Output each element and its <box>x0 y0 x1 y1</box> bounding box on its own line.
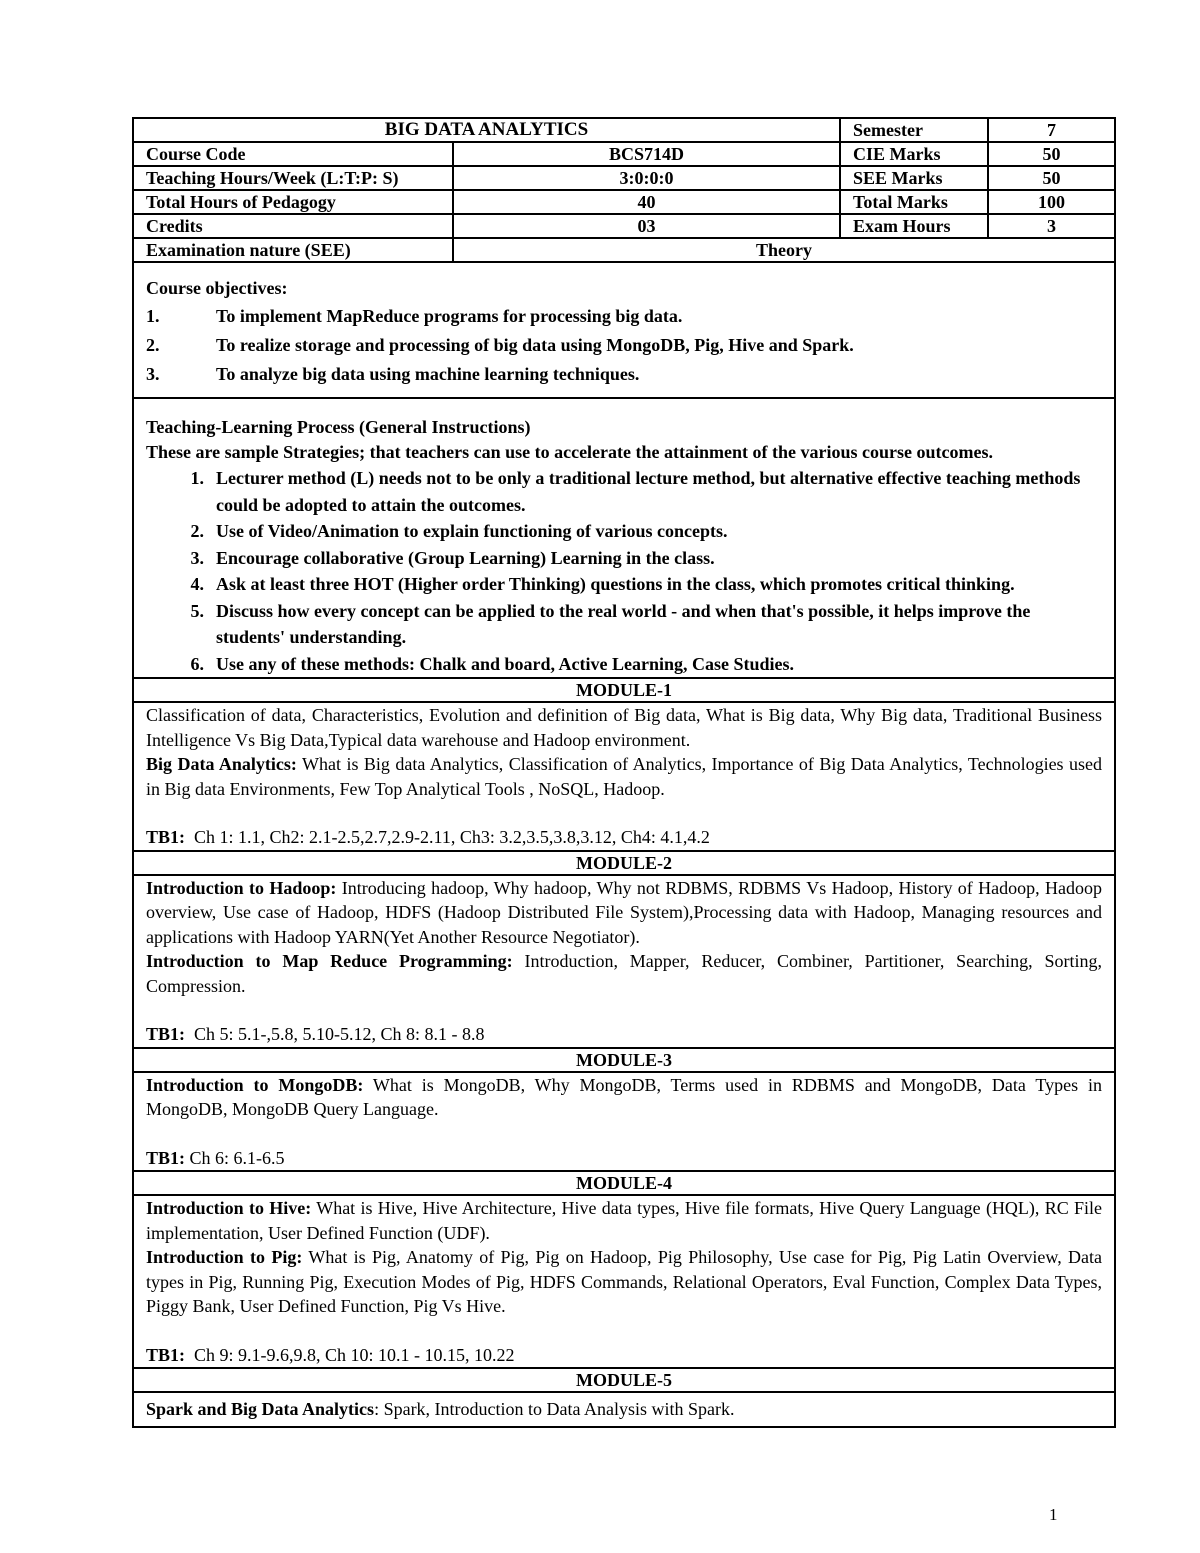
item-text: Ask at least three HOT (Higher order Thinking) questions in the class, which promotes critical thinking. <box>216 574 1015 594</box>
module-5-heading: MODULE-5 <box>133 1368 1115 1392</box>
module-3-content <box>133 1072 1115 1172</box>
module-4-content <box>133 1195 1115 1368</box>
module-1-content <box>133 702 1115 851</box>
objective-item <box>146 302 1102 331</box>
item-text: Use of Video/Animation to explain functioning of various concepts. <box>216 521 728 541</box>
list-item <box>146 651 1102 678</box>
module-3-para-1-lead: Introduction to MongoDB: <box>146 1074 364 1095</box>
item-number: 2. <box>190 521 204 541</box>
module-2-content <box>133 875 1115 1048</box>
list-item <box>146 598 1102 651</box>
module-5-para-1 <box>146 1397 1102 1422</box>
total-hours-label: Total Hours of Pedagogy <box>133 190 453 214</box>
module-5-para-1-lead: Spark and Big Data Analytics <box>146 1399 375 1419</box>
exam-hours-label: Exam Hours <box>840 214 988 238</box>
exam-nature-row <box>133 238 1115 262</box>
module-1-para-2 <box>146 752 1102 801</box>
hours-week-label: Teaching Hours/Week (L:T:P: S) <box>133 166 453 190</box>
module-3-reference-text: Ch 6: 6.1-6.5 <box>185 1147 285 1168</box>
credits-value: 03 <box>453 214 840 238</box>
module-2-para-1-text: Introducing hadoop, Why hadoop, Why not RDBMS, RDBMS Vs Hadoop, History of Hadoop, Hadoop overview, Use case of Hadoop, HDFS (Hadoop Distributed File System),Processing data with Hadoop, Managing resources and applications with Hadoop YARN(Yet Another Resource Negotiator). <box>146 877 1103 947</box>
teaching-list <box>146 465 1102 677</box>
objective-number: 2. <box>146 335 160 355</box>
module-4-row <box>133 1195 1115 1368</box>
module-2-para-2-text: Introduction, Mapper, Reducer, Combiner, Partitioner, Searching, Sorting, Compression. <box>146 951 1102 996</box>
module-2-reference-label: TB1: <box>146 1024 186 1044</box>
objectives-row <box>133 262 1115 398</box>
total-marks-label: Total Marks <box>840 190 988 214</box>
semester-value: 7 <box>988 118 1115 142</box>
module-1-reference-text: Ch 1: 1.1, Ch2: 2.1-2.5,2.7,2.9-2.11, Ch3: 3.2,3.5,3.8,3.12, Ch4: 4.1,4.2 <box>185 827 710 847</box>
total-hours-row <box>133 190 1115 214</box>
module-4-para-1-text: What is Hive, Hive Architecture, Hive data types, Hive file formats, Hive Query Language (HQL), RC File implementation, User Defined Function (UDF). <box>146 1198 1103 1243</box>
module-4-para-1-lead: Introduction to Hive: <box>146 1198 312 1218</box>
module-1-para-2-text: What is Big data Analytics, Classification of Analytics, Importance of Big Data Analytics, Technologies used in Big data Environments, Few Top Analytical Tools , NoSQL, Hadoop. <box>146 754 1102 799</box>
module-1-reference <box>146 825 1102 850</box>
item-number: 4. <box>190 574 204 594</box>
module-4-heading-row <box>133 1171 1115 1195</box>
module-2-para-2-lead: Introduction to Map Reduce Programming: <box>146 951 513 971</box>
cie-label: CIE Marks <box>840 142 988 166</box>
objective-number: 3. <box>146 364 160 384</box>
objective-item <box>146 360 1102 389</box>
objective-number: 1. <box>146 306 160 326</box>
module-2-reference-text: Ch 5: 5.1-,5.8, 5.10-5.12, Ch 8: 8.1 - 8.8 <box>185 1024 485 1044</box>
total-hours-value: 40 <box>453 190 840 214</box>
course-code-label: Course Code <box>133 142 453 166</box>
module-2-row <box>133 875 1115 1048</box>
module-4-reference <box>146 1343 1102 1368</box>
see-label: SEE Marks <box>840 166 988 190</box>
module-3-heading: MODULE-3 <box>133 1048 1115 1072</box>
module-5-heading-row <box>133 1368 1115 1392</box>
course-code-row <box>133 142 1115 166</box>
item-text: Lecturer method (L) needs not to be only a traditional lecture method, but alternative effective teaching methods could be adopted to attain the outcomes. <box>216 468 1081 515</box>
module-4-para-2-lead: Introduction to Pig: <box>146 1247 303 1267</box>
course-objectives <box>133 262 1115 398</box>
teaching-row <box>133 398 1115 678</box>
see-value: 50 <box>988 166 1115 190</box>
module-4-para-2-text: What is Pig, Anatomy of Pig, Pig on Hadoop, Pig Philosophy, Use case for Pig, Pig Latin Overview, Data types in Pig, Running Pig, Execution Modes of Pig, HDFS Commands, Relational Operators, Eval Function, Complex Data Types, Piggy Bank, User Defined Function, Pig Vs Hive. <box>146 1247 1103 1316</box>
module-4-para-2 <box>146 1245 1102 1319</box>
module-2-para-1 <box>146 876 1102 950</box>
list-item <box>146 465 1102 518</box>
course-code-value: BCS714D <box>453 142 840 166</box>
item-text: Encourage collaborative (Group Learning) Learning in the class. <box>216 547 715 568</box>
title-row <box>133 118 1115 142</box>
exam-nature-label: Examination nature (SEE) <box>133 238 453 262</box>
module-3-para-1-text: What is MongoDB, Why MongoDB, Terms used in RDBMS and MongoDB, Data Types in MongoDB, MongoDB Query Language. <box>146 1074 1102 1119</box>
hours-week-value: 3:0:0:0 <box>453 166 840 190</box>
exam-nature-value: Theory <box>453 238 1115 262</box>
module-3-row <box>133 1072 1115 1172</box>
teaching-heading: Teaching-Learning Process (General Instructions) <box>146 417 531 437</box>
module-5-content <box>133 1392 1115 1427</box>
module-1-para-1: Classification of data, Characteristics, Evolution and definition of Big data, What is Big data, Why Big data, Traditional Business Intelligence Vs Big Data,Typical data warehouse and Hadoop environment. <box>146 705 1102 750</box>
list-item <box>146 545 1102 572</box>
list-item <box>146 571 1102 598</box>
semester-label: Semester <box>840 118 988 142</box>
objective-text: To realize storage and processing of big data using MongoDB, Pig, Hive and Spark. <box>216 335 854 355</box>
objective-item <box>146 331 1102 360</box>
hours-week-row <box>133 166 1115 190</box>
module-2-heading-row <box>133 851 1115 875</box>
module-3-heading-row <box>133 1048 1115 1072</box>
module-2-reference <box>146 1022 1102 1047</box>
module-2-para-1-lead: Introduction to Hadoop: <box>146 877 337 898</box>
item-number: 3. <box>190 547 204 568</box>
module-3-para-1 <box>146 1073 1102 1122</box>
module-1-heading: MODULE-1 <box>133 678 1115 702</box>
module-1-row <box>133 702 1115 851</box>
objective-text: To implement MapReduce programs for processing big data. <box>216 306 683 326</box>
module-1-reference-label: TB1: <box>146 827 186 847</box>
list-item <box>146 518 1102 545</box>
item-number: 1. <box>190 468 204 488</box>
module-3-reference-label: TB1: <box>146 1147 186 1168</box>
syllabus-table <box>132 117 1116 1428</box>
exam-hours-value: 3 <box>988 214 1115 238</box>
module-4-reference-text: Ch 9: 9.1-9.6,9.8, Ch 10: 10.1 - 10.15, 10.22 <box>185 1344 515 1365</box>
module-1-heading-row <box>133 678 1115 702</box>
module-4-heading: MODULE-4 <box>133 1171 1115 1195</box>
total-marks-value: 100 <box>988 190 1115 214</box>
module-3-reference <box>146 1146 1102 1171</box>
objectives-heading: Course objectives: <box>146 278 288 298</box>
cie-value: 50 <box>988 142 1115 166</box>
module-4-para-1 <box>146 1196 1102 1245</box>
module-5-row <box>133 1392 1115 1427</box>
credits-row <box>133 214 1115 238</box>
item-number: 6. <box>190 653 204 674</box>
teaching-intro: These are sample Strategies; that teachers can use to accelerate the attainment of the various course outcomes. <box>146 442 993 462</box>
item-number: 5. <box>190 600 204 621</box>
credits-label: Credits <box>133 214 453 238</box>
course-title: BIG DATA ANALYTICS <box>133 118 840 142</box>
module-2-para-2 <box>146 949 1102 998</box>
module-2-heading: MODULE-2 <box>133 851 1115 875</box>
item-text: Discuss how every concept can be applied to the real world - and when that's possible, it helps improve the students' understanding. <box>216 600 1031 647</box>
module-4-reference-label: TB1: <box>146 1344 186 1365</box>
module-1-para-2-lead: Big Data Analytics: <box>146 754 297 774</box>
page-number: 1 <box>1049 1505 1058 1524</box>
module-5-para-1-text: : Spark, Introduction to Data Analysis with Spark. <box>374 1399 735 1419</box>
teaching-learning-process <box>133 398 1115 678</box>
objective-text: To analyze big data using machine learning techniques. <box>216 364 640 384</box>
item-text: Use any of these methods: Chalk and board, Active Learning, Case Studies. <box>216 653 795 674</box>
